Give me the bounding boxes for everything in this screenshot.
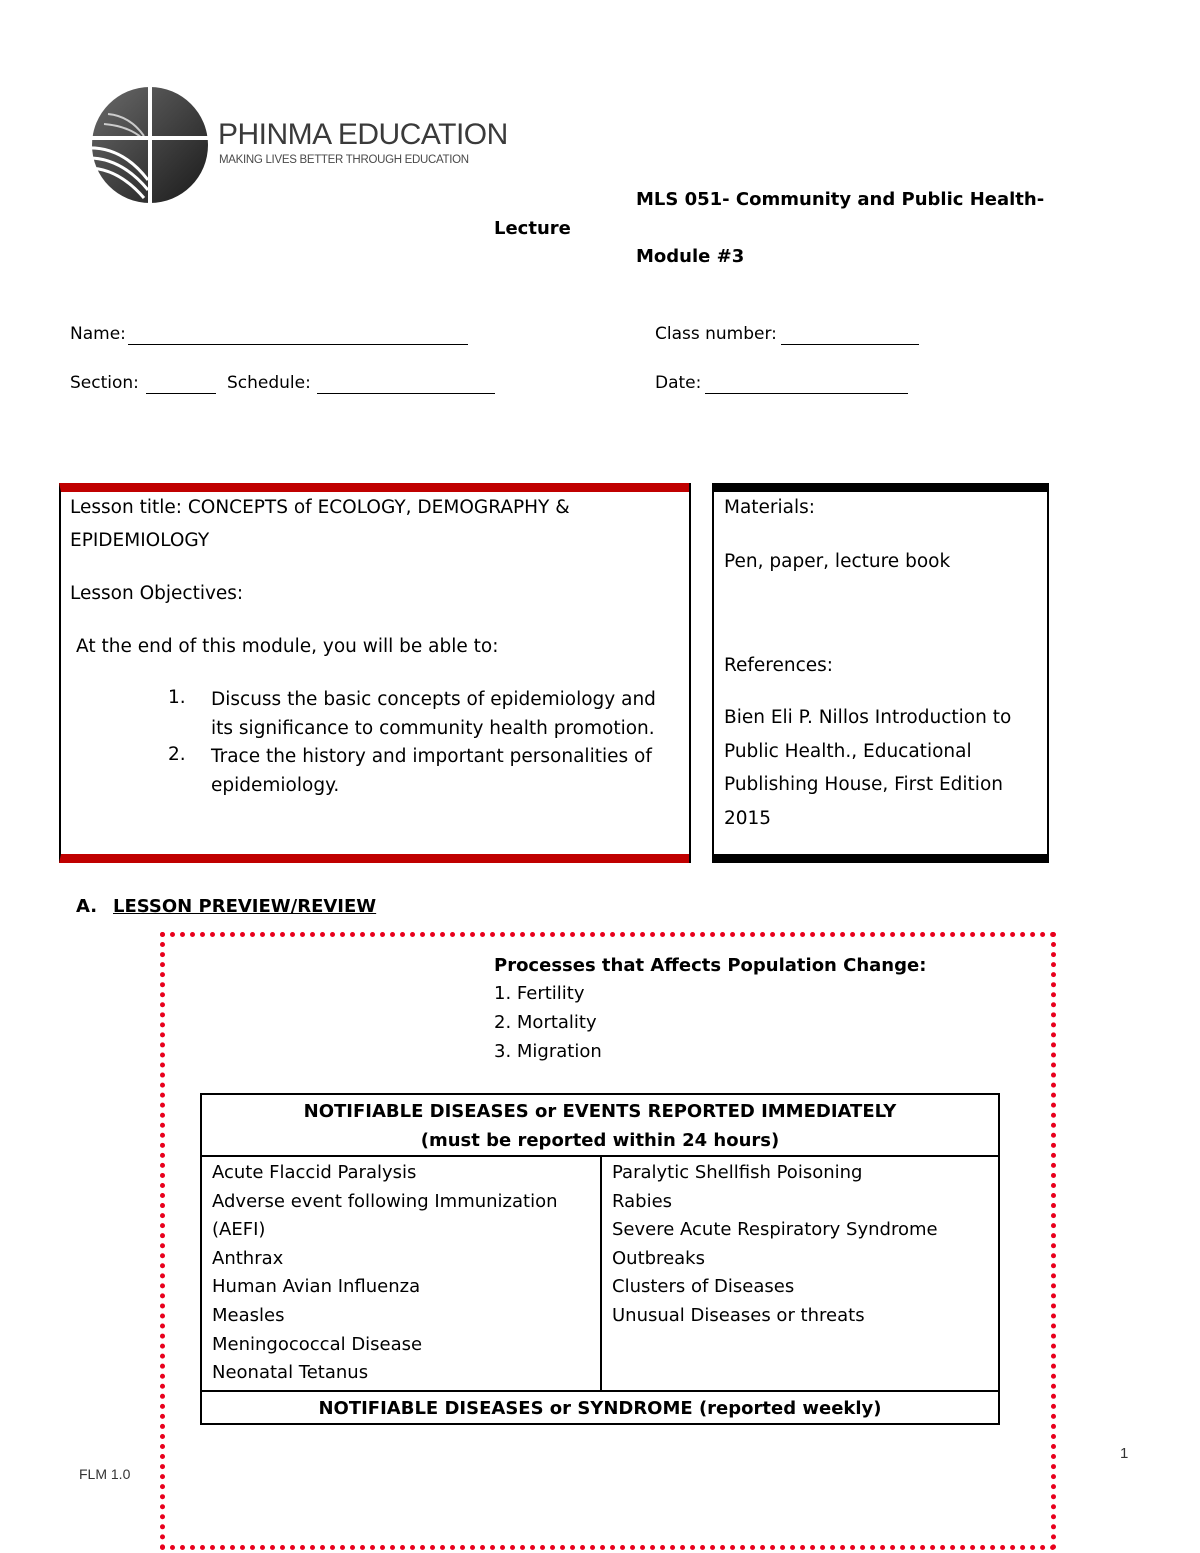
reference-line: 2015: [724, 808, 772, 829]
objective-number: 2.: [168, 744, 186, 765]
course-title-line2: Lecture: [494, 218, 571, 239]
table-header-line1: NOTIFIABLE DISEASES or EVENTS REPORTED IMMEDIATELY: [303, 1101, 897, 1122]
table-header: [201, 1094, 999, 1156]
process-item: 2. Mortality: [494, 1012, 597, 1033]
process-item: 1. Fertility: [494, 983, 585, 1004]
list-item: Human Avian Influenza: [212, 1276, 421, 1298]
table-header-line2: (must be reported within 24 hours): [420, 1130, 780, 1151]
section-line[interactable]: [146, 393, 216, 394]
left-disease-list: [201, 1156, 601, 1391]
box-divider: [689, 483, 714, 863]
process-item: 3. Migration: [494, 1041, 602, 1062]
processes-title: Processes that Affects Population Change:: [494, 955, 927, 976]
objectives-label: Lesson Objectives:: [70, 583, 244, 604]
page-number: 1: [1120, 1445, 1129, 1462]
objective-text: Discuss the basic concepts of epidemiology and: [211, 689, 656, 710]
lesson-title-line2: EPIDEMIOLOGY: [70, 530, 210, 551]
list-item: Clusters of Diseases: [612, 1276, 795, 1298]
date-label: Date:: [655, 373, 702, 393]
materials-value: Pen, paper, lecture book: [724, 551, 951, 572]
list-item: Neonatal Tetanus: [212, 1362, 369, 1384]
list-item: Anthrax: [212, 1247, 284, 1269]
list-item: Meningococcal Disease: [212, 1333, 423, 1355]
class-number-label: Class number:: [655, 324, 777, 344]
name-field-label: Name:: [70, 324, 126, 344]
reference-line: Bien Eli P. Nillos Introduction to: [724, 707, 1012, 728]
footer-version: FLM 1.0: [79, 1466, 131, 1482]
section-a-letter: A.: [76, 896, 98, 917]
phinma-logo-icon: [82, 84, 212, 206]
objectives-intro: At the end of this module, you will be able to:: [76, 636, 499, 657]
table-footer: NOTIFIABLE DISEASES or SYNDROME (reported weekly): [201, 1391, 999, 1424]
reference-line: Public Health., Educational: [724, 741, 972, 762]
objective-text: Trace the history and important personalities of: [211, 746, 652, 767]
references-label: References:: [724, 655, 834, 676]
list-item: Paralytic Shellfish Poisoning: [612, 1162, 863, 1183]
reference-line: Publishing House, First Edition: [724, 774, 1003, 795]
list-item: Measles: [212, 1304, 285, 1326]
schedule-label: Schedule:: [227, 373, 311, 393]
materials-label: Materials:: [724, 497, 816, 518]
table-header-row: [201, 1094, 999, 1156]
list-item: Rabies: [612, 1190, 673, 1212]
logo-name: PHINMA EDUCATION: [218, 118, 508, 151]
section-label: Section:: [70, 373, 139, 393]
list-item: Unusual Diseases or threats: [612, 1304, 865, 1326]
list-item: Outbreaks: [612, 1247, 705, 1269]
logo-tagline: MAKING LIVES BETTER THROUGH EDUCATION: [219, 154, 469, 166]
list-item: Acute Flaccid Paralysis: [212, 1162, 417, 1183]
notifiable-diseases-table: [200, 1093, 1000, 1425]
course-title-line1: MLS 051- Community and Public Health-: [636, 189, 1045, 210]
list-item: Severe Acute Respiratory Syndrome: [612, 1219, 938, 1241]
date-line[interactable]: [705, 393, 908, 394]
module-number: Module #3: [636, 246, 745, 267]
right-disease-list: [601, 1156, 999, 1391]
objective-text: epidemiology.: [211, 775, 340, 796]
lesson-title-line1: Lesson title: CONCEPTS of ECOLOGY, DEMOGRAPHY &: [70, 497, 570, 518]
schedule-line[interactable]: [317, 393, 495, 394]
objective-text: its significance to community health promotion.: [211, 718, 655, 739]
table-row: [201, 1156, 999, 1391]
name-field-line[interactable]: [128, 344, 468, 345]
class-number-line[interactable]: [781, 344, 919, 345]
section-a-title: LESSON PREVIEW/REVIEW: [113, 896, 377, 917]
table-footer-row: [201, 1391, 999, 1424]
objective-number: 1.: [168, 687, 186, 708]
list-item: (AEFI): [212, 1219, 266, 1241]
list-item: Adverse event following Immunization: [212, 1190, 558, 1212]
